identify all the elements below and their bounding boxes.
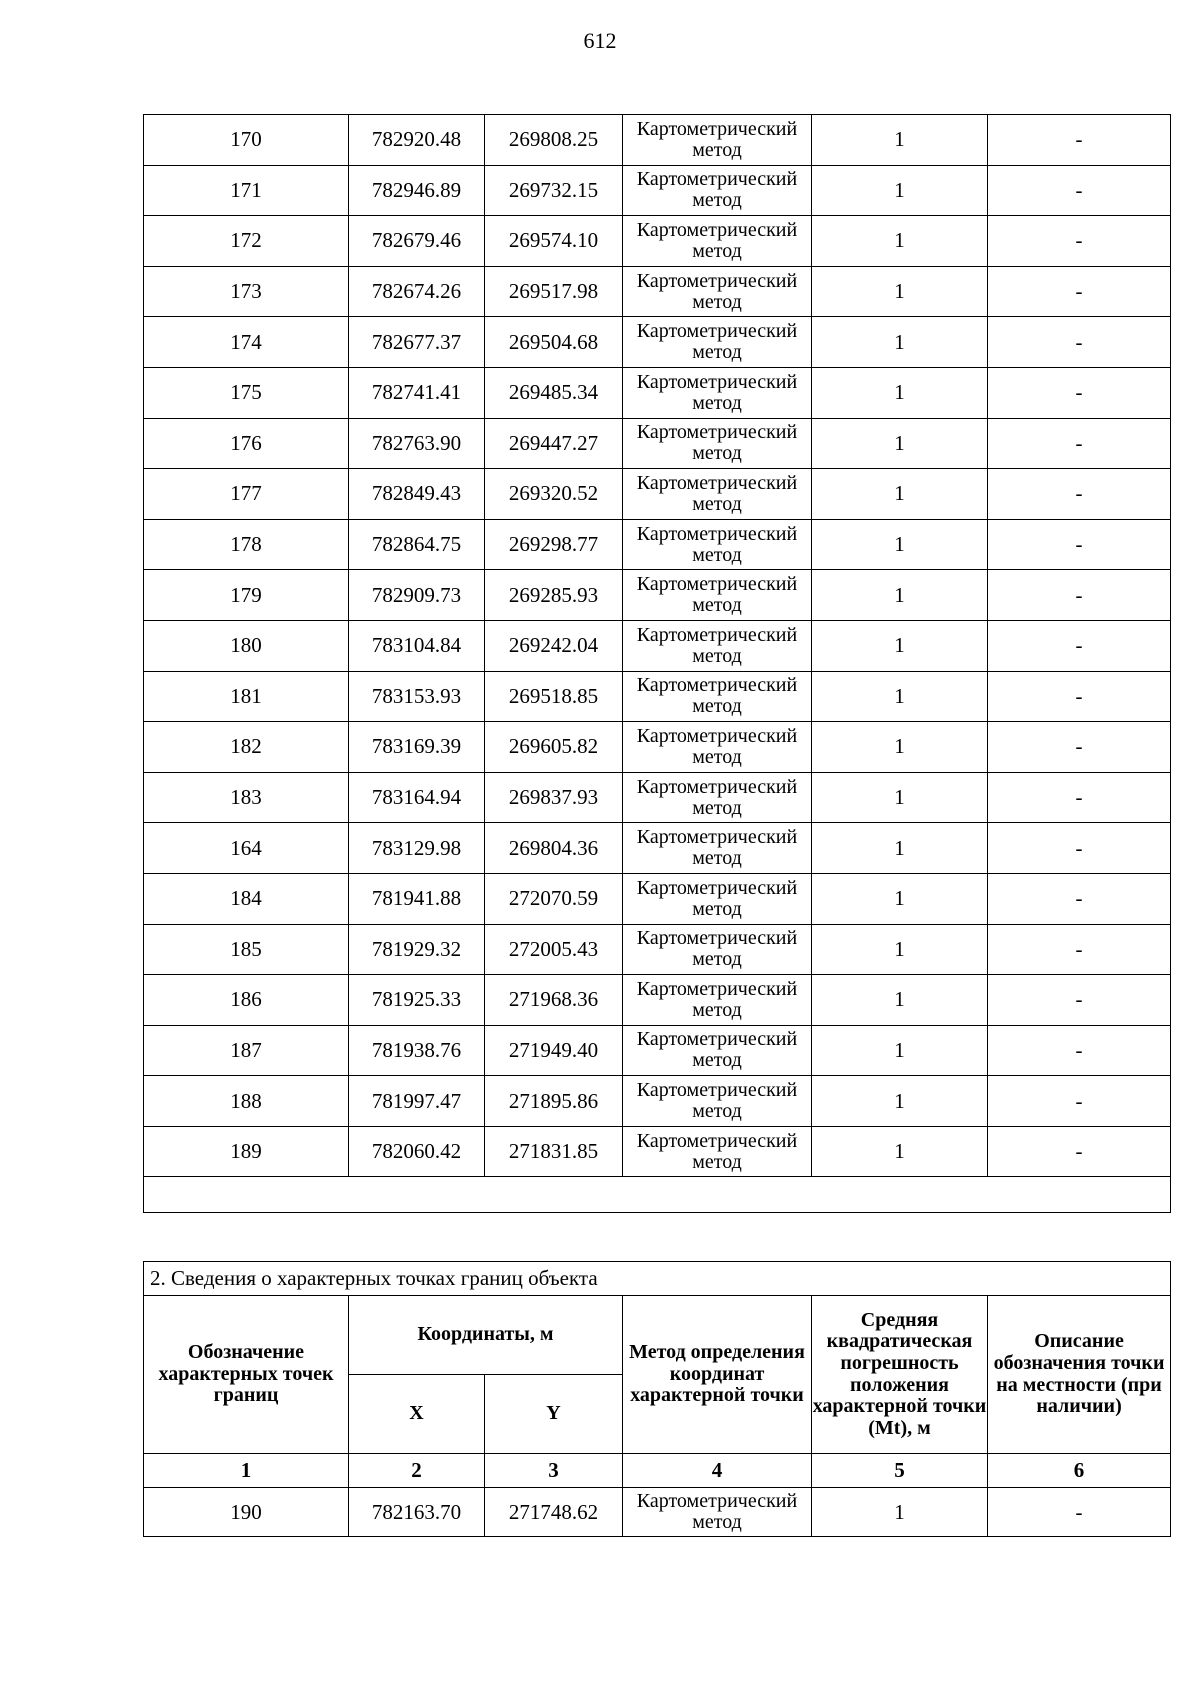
mean-error: 1 <box>812 519 988 570</box>
mean-error: 1 <box>812 772 988 823</box>
coord-x: 782864.75 <box>349 519 485 570</box>
coord-y: 269504.68 <box>485 317 623 368</box>
method-cell: Картометрический метод <box>623 1126 812 1177</box>
table-row <box>144 266 1171 317</box>
description: - <box>988 1025 1171 1076</box>
mean-error: 1 <box>812 570 988 621</box>
point-id: 172 <box>144 216 349 267</box>
coord-y: 269518.85 <box>485 671 623 722</box>
coord-x: 781938.76 <box>349 1025 485 1076</box>
coord-y: 271831.85 <box>485 1126 623 1177</box>
coord-y: 271748.62 <box>485 1488 623 1537</box>
table-row <box>144 165 1171 216</box>
mean-error: 1 <box>812 1025 988 1076</box>
coord-x: 782909.73 <box>349 570 485 621</box>
description: - <box>988 418 1171 469</box>
description: - <box>988 266 1171 317</box>
point-id: 170 <box>144 115 349 166</box>
table-row <box>144 1126 1171 1177</box>
coord-x: 782679.46 <box>349 216 485 267</box>
table-row <box>144 722 1171 773</box>
point-id: 173 <box>144 266 349 317</box>
table-row <box>144 873 1171 924</box>
method-cell: Картометрический метод <box>623 975 812 1026</box>
point-id: 179 <box>144 570 349 621</box>
coord-x: 782920.48 <box>349 115 485 166</box>
point-id: 177 <box>144 469 349 520</box>
coord-y: 269517.98 <box>485 266 623 317</box>
coordinates-table-continued <box>143 114 1171 1213</box>
method-cell: Картометрический метод <box>623 1025 812 1076</box>
description: - <box>988 722 1171 773</box>
mean-error: 1 <box>812 165 988 216</box>
coord-y: 271949.40 <box>485 1025 623 1076</box>
coord-y: 272005.43 <box>485 924 623 975</box>
table-row <box>144 115 1171 166</box>
method-cell: Картометрический метод <box>623 367 812 418</box>
method-cell: Картометрический метод <box>623 115 812 166</box>
point-id: 178 <box>144 519 349 570</box>
mean-error: 1 <box>812 620 988 671</box>
mean-error: 1 <box>812 469 988 520</box>
header-point-designation: Обозначение характерных точек границ <box>144 1296 349 1454</box>
table-row <box>144 924 1171 975</box>
table-row <box>144 823 1171 874</box>
mean-error: 1 <box>812 1126 988 1177</box>
description: - <box>988 115 1171 166</box>
header-coordinates: Координаты, м <box>349 1296 623 1375</box>
coord-y: 269242.04 <box>485 620 623 671</box>
method-cell: Картометрический метод <box>623 772 812 823</box>
method-cell: Картометрический метод <box>623 1076 812 1127</box>
description: - <box>988 367 1171 418</box>
column-number: 3 <box>485 1454 623 1488</box>
table-row <box>144 469 1171 520</box>
header-description: Описание обозначения точки на местности (при наличии) <box>988 1296 1171 1454</box>
mean-error: 1 <box>812 418 988 469</box>
coord-x: 782763.90 <box>349 418 485 469</box>
coord-y: 269285.93 <box>485 570 623 621</box>
coord-x: 783169.39 <box>349 722 485 773</box>
description: - <box>988 570 1171 621</box>
description: - <box>988 772 1171 823</box>
point-id: 189 <box>144 1126 349 1177</box>
coord-x: 781925.33 <box>349 975 485 1026</box>
method-cell: Картометрический метод <box>623 165 812 216</box>
column-number: 4 <box>623 1454 812 1488</box>
method-cell: Картометрический метод <box>623 722 812 773</box>
description: - <box>988 924 1171 975</box>
coord-x: 782849.43 <box>349 469 485 520</box>
coord-y: 269605.82 <box>485 722 623 773</box>
description: - <box>988 823 1171 874</box>
point-id: 184 <box>144 873 349 924</box>
point-id: 180 <box>144 620 349 671</box>
coord-x: 782946.89 <box>349 165 485 216</box>
coord-y: 269485.34 <box>485 367 623 418</box>
coord-x: 783164.94 <box>349 772 485 823</box>
description: - <box>988 1488 1171 1537</box>
coord-x: 782677.37 <box>349 317 485 368</box>
method-cell: Картометрический метод <box>623 469 812 520</box>
method-cell: Картометрический метод <box>623 823 812 874</box>
header-y: Y <box>485 1375 623 1454</box>
coord-y: 271895.86 <box>485 1076 623 1127</box>
section2-title: 2. Сведения о характерных точках границ объекта <box>144 1262 1171 1296</box>
coord-x: 782674.26 <box>349 266 485 317</box>
method-cell: Картометрический метод <box>623 266 812 317</box>
column-number: 1 <box>144 1454 349 1488</box>
table-row <box>144 620 1171 671</box>
header-method: Метод определения координат характерной точки <box>623 1296 812 1454</box>
method-cell: Картометрический метод <box>623 570 812 621</box>
coord-x: 781941.88 <box>349 873 485 924</box>
description: - <box>988 620 1171 671</box>
coord-y: 269808.25 <box>485 115 623 166</box>
table-row <box>144 367 1171 418</box>
coord-x: 782741.41 <box>349 367 485 418</box>
table-row <box>144 1076 1171 1127</box>
mean-error: 1 <box>812 924 988 975</box>
point-id: 171 <box>144 165 349 216</box>
header-mean-error: Средняя квадратическая погрешность положения характерной точки (Mt), м <box>812 1296 988 1454</box>
method-cell: Картометрический метод <box>623 1488 812 1537</box>
column-number: 5 <box>812 1454 988 1488</box>
table-row <box>144 317 1171 368</box>
method-cell: Картометрический метод <box>623 620 812 671</box>
method-cell: Картометрический метод <box>623 924 812 975</box>
method-cell: Картометрический метод <box>623 216 812 267</box>
mean-error: 1 <box>812 873 988 924</box>
coord-y: 269298.77 <box>485 519 623 570</box>
coord-y: 269574.10 <box>485 216 623 267</box>
coord-x: 783104.84 <box>349 620 485 671</box>
method-cell: Картометрический метод <box>623 671 812 722</box>
table-row <box>144 418 1171 469</box>
section2-table <box>143 1261 1171 1537</box>
mean-error: 1 <box>812 216 988 267</box>
mean-error: 1 <box>812 317 988 368</box>
point-id: 185 <box>144 924 349 975</box>
column-number-row <box>144 1454 1171 1488</box>
point-id: 174 <box>144 317 349 368</box>
coord-y: 269732.15 <box>485 165 623 216</box>
table-row <box>144 671 1171 722</box>
coord-x: 782060.42 <box>349 1126 485 1177</box>
column-number: 2 <box>349 1454 485 1488</box>
mean-error: 1 <box>812 115 988 166</box>
method-cell: Картометрический метод <box>623 873 812 924</box>
empty-cell <box>144 1177 1171 1213</box>
method-cell: Картометрический метод <box>623 317 812 368</box>
point-id: 183 <box>144 772 349 823</box>
description: - <box>988 216 1171 267</box>
point-id: 187 <box>144 1025 349 1076</box>
coord-y: 271968.36 <box>485 975 623 1026</box>
description: - <box>988 873 1171 924</box>
description: - <box>988 519 1171 570</box>
description: - <box>988 1126 1171 1177</box>
point-id: 190 <box>144 1488 349 1537</box>
description: - <box>988 1076 1171 1127</box>
coord-y: 269447.27 <box>485 418 623 469</box>
table-row <box>144 1025 1171 1076</box>
table-row <box>144 216 1171 267</box>
coord-x: 783153.93 <box>349 671 485 722</box>
description: - <box>988 165 1171 216</box>
coord-x: 783129.98 <box>349 823 485 874</box>
coord-y: 269804.36 <box>485 823 623 874</box>
coord-x: 781929.32 <box>349 924 485 975</box>
point-id: 186 <box>144 975 349 1026</box>
description: - <box>988 317 1171 368</box>
coord-y: 269320.52 <box>485 469 623 520</box>
description: - <box>988 975 1171 1026</box>
mean-error: 1 <box>812 367 988 418</box>
coord-y: 269837.93 <box>485 772 623 823</box>
point-id: 181 <box>144 671 349 722</box>
point-id: 176 <box>144 418 349 469</box>
table-row <box>144 975 1171 1026</box>
mean-error: 1 <box>812 823 988 874</box>
mean-error: 1 <box>812 722 988 773</box>
mean-error: 1 <box>812 975 988 1026</box>
description: - <box>988 671 1171 722</box>
point-id: 164 <box>144 823 349 874</box>
column-number: 6 <box>988 1454 1171 1488</box>
point-id: 175 <box>144 367 349 418</box>
point-id: 188 <box>144 1076 349 1127</box>
mean-error: 1 <box>812 266 988 317</box>
method-cell: Картометрический метод <box>623 519 812 570</box>
empty-row <box>144 1177 1171 1213</box>
coord-x: 782163.70 <box>349 1488 485 1537</box>
method-cell: Картометрический метод <box>623 418 812 469</box>
page-number: 612 <box>583 28 617 53</box>
coord-x: 781997.47 <box>349 1076 485 1127</box>
mean-error: 1 <box>812 1488 988 1537</box>
coord-y: 272070.59 <box>485 873 623 924</box>
table-row <box>144 570 1171 621</box>
table-row <box>144 519 1171 570</box>
table-row <box>144 772 1171 823</box>
header-x: X <box>349 1375 485 1454</box>
mean-error: 1 <box>812 671 988 722</box>
description: - <box>988 469 1171 520</box>
mean-error: 1 <box>812 1076 988 1127</box>
point-id: 182 <box>144 722 349 773</box>
table-row <box>144 1488 1171 1537</box>
